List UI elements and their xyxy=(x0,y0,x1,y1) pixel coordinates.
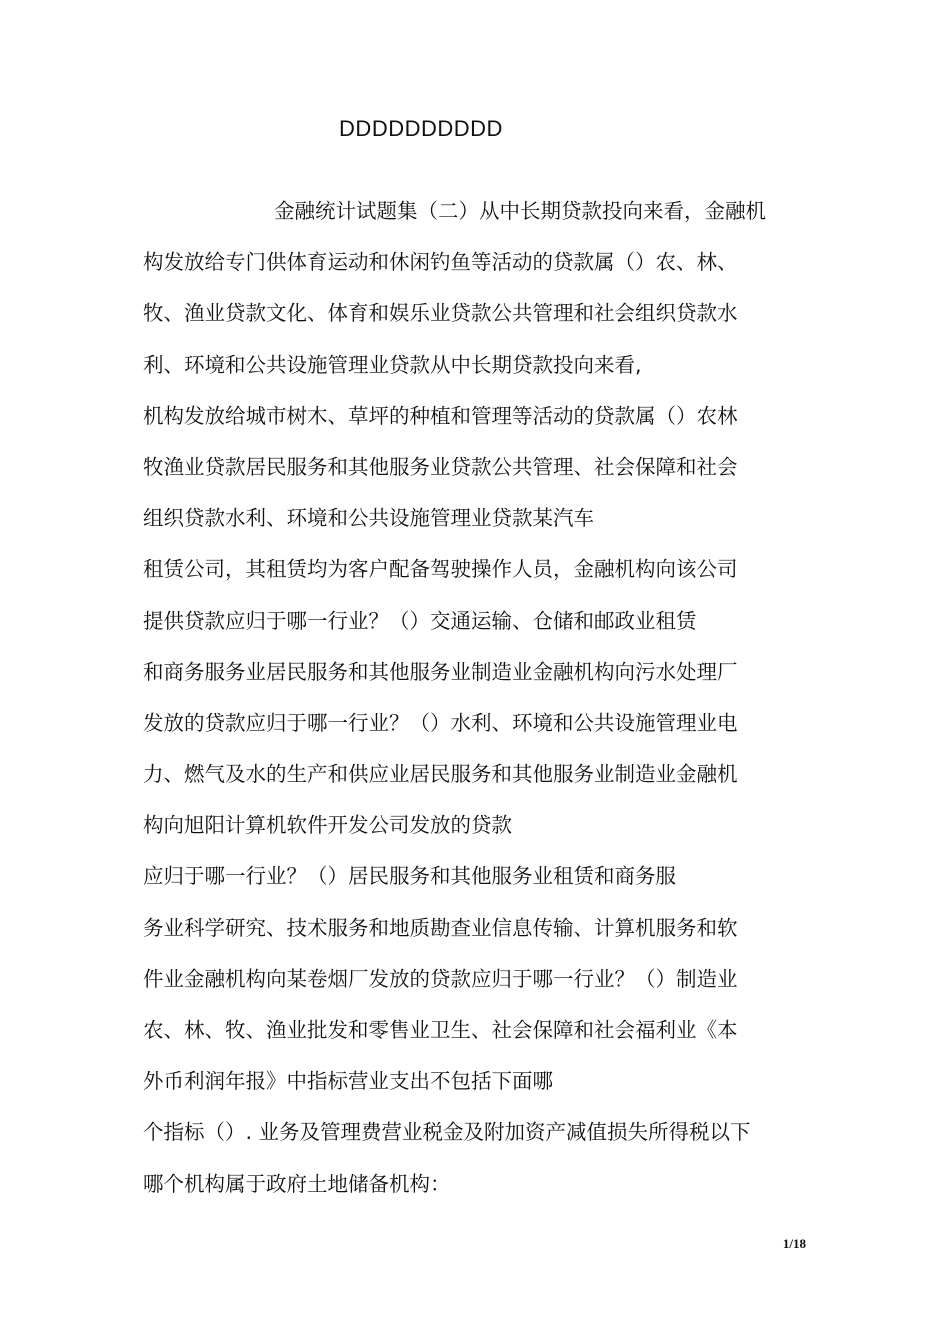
body-text xyxy=(143,186,823,1210)
text-line: 组织贷款水利、环境和公共设施管理业贷款某汽车 xyxy=(143,506,594,531)
text-line: 提供贷款应归于哪一行业？（）交通运输、仓储和邮政业租赁 xyxy=(143,608,697,633)
text-line: 机构发放给城市树木、草坪的种植和管理等活动的贷款属（）农林 xyxy=(143,403,738,428)
text-line: 应归于哪一行业？（）居民服务和其他服务业租赁和商务服 xyxy=(143,864,676,889)
text-line: 农、林、牧、渔业批发和零售业卫生、社会保障和社会福利业《本 xyxy=(143,1018,738,1042)
text-line: 牧、渔业贷款文化、体育和娱乐业贷款公共管理和社会组织贷款水 xyxy=(143,301,738,326)
text-line: 牧渔业贷款居民服务和其他服务业贷款公共管理、社会保障和社会 xyxy=(143,454,738,479)
header-mark: DDDDDDDDDD xyxy=(339,116,503,141)
text-line: 租赁公司，其租赁均为客户配备驾驶操作人员，金融机构向该公司 xyxy=(143,557,738,582)
text-line: 务业科学研究、技术服务和地质勘查业信息传输、计算机服务和软 xyxy=(143,915,738,940)
text-line: 件业金融机构向某卷烟厂发放的贷款应归于哪一行业？（）制造业 xyxy=(143,966,738,991)
text-line: 哪个机构属于政府土地储备机构： xyxy=(143,1171,451,1196)
text-line: 外币利润年报》中指标营业支出不包括下面哪 xyxy=(143,1069,553,1094)
text-line: 个指标（）. 业务及管理费营业税金及附加资产减值损失所得税以下 xyxy=(143,1120,751,1145)
text-line: 构发放给专门供体育运动和休闲钓鱼等活动的贷款属（）农、林、 xyxy=(143,250,738,275)
text-line: 力、燃气及水的生产和供应业居民服务和其他服务业制造业金融机 xyxy=(143,762,738,787)
text-line: 发放的贷款应归于哪一行业？（）水利、环境和公共设施管理业电 xyxy=(143,710,738,735)
text-line: 利、环境和公共设施管理业贷款从中长期贷款投向来看, xyxy=(143,352,642,377)
page-number: 1/18 xyxy=(782,1236,806,1251)
text-line: 和商务服务业居民服务和其他服务业制造业金融机构向污水处理厂 xyxy=(143,659,738,684)
text-line: 构向旭阳计算机软件开发公司发放的贷款 xyxy=(143,813,512,838)
text-line: 金融统计试题集（二）从中长期贷款投向来看，金融机 xyxy=(274,199,766,223)
